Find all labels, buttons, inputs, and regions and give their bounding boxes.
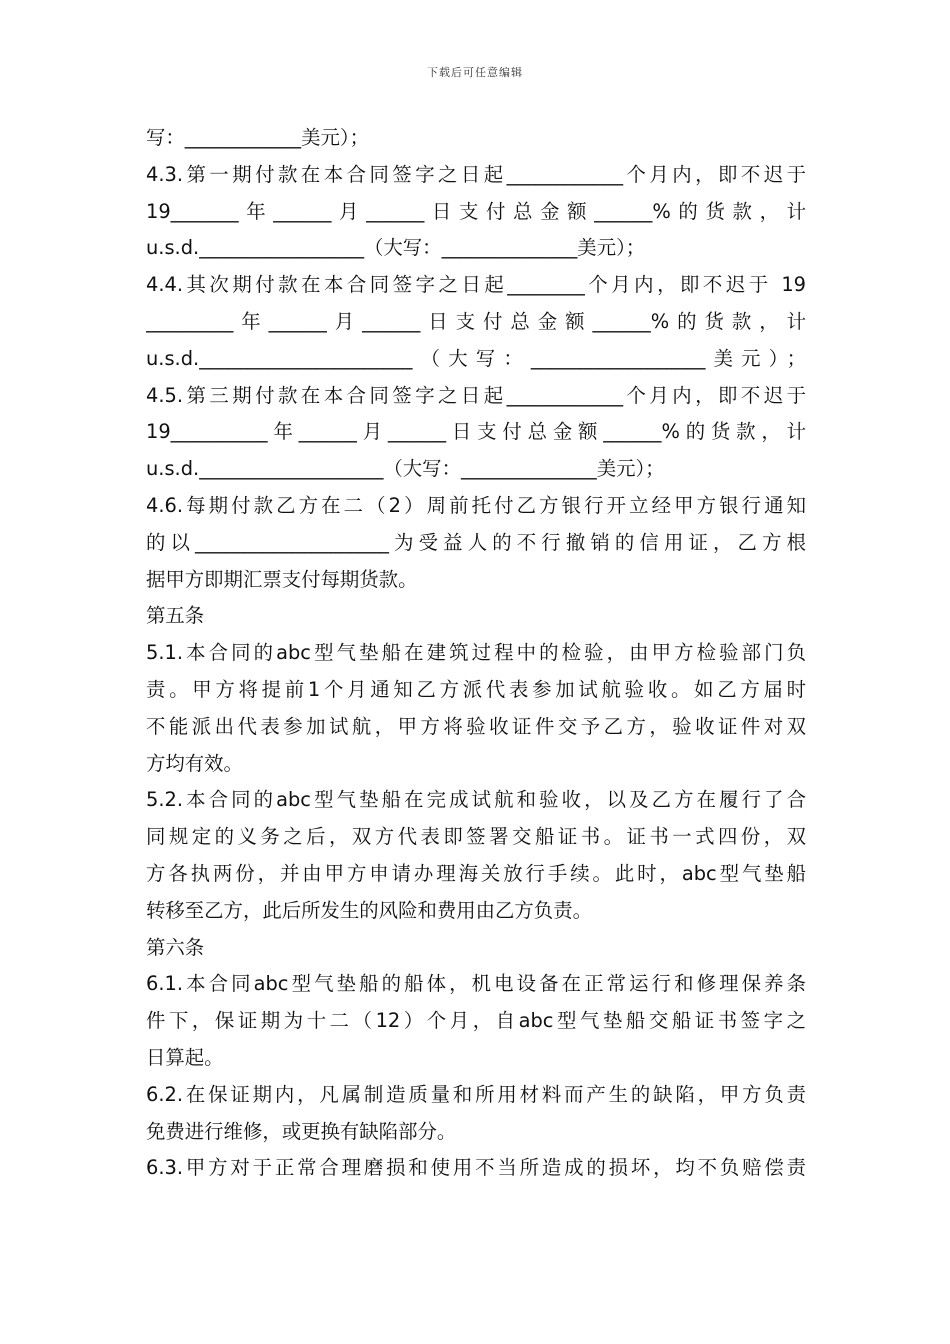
contract-body <box>146 120 806 1187</box>
text-line: 写：____________美元）； <box>146 126 369 149</box>
text-line: 6.3.甲方对于正常合理磨损和使用不当所造成的损坏，均不负赔偿责 <box>146 1156 806 1180</box>
text-line: 件下，保证期为十二（12）个月，自abc型气垫船交船证书签字之 <box>146 1009 806 1033</box>
text-line: 6.2.在保证期内，凡属制造质量和所用材料而产生的缺陷，甲方负责 <box>146 1082 806 1106</box>
text-line: 4.6.每期付款乙方在二（2）周前托付乙方银行开立经甲方银行通知 <box>146 493 806 517</box>
text-line: _________年______月______日支付总金额______%的货款，计 <box>146 309 806 333</box>
page-header: 下载后可任意编辑 <box>427 66 523 79</box>
text-line: 转移至乙方，此后所发生的风险和费用由乙方负责。 <box>146 898 592 922</box>
text-line: 19__________年______月______日支付总金额______%的货款，计 <box>146 420 806 444</box>
text-line: 第五条 <box>146 604 205 628</box>
text-line: 5.1.本合同的abc型气垫船在建筑过程中的检验，由甲方检验部门负 <box>146 641 806 665</box>
text-line: 第六条 <box>146 935 205 959</box>
text-line: u.s.d.___________________（大写：______________美元）； <box>146 457 665 481</box>
text-line: 同规定的义务之后，双方代表即签署交船证书。证书一式四份，双 <box>146 825 806 849</box>
text-line: 不能派出代表参加试航，甲方将验收证件交予乙方，验收证件对双 <box>146 714 806 738</box>
text-line: 6.1.本合同abc型气垫船的船体，机电设备在正常运行和修理保养条 <box>146 972 806 996</box>
text-line: 19_______年______月______日支付总金额______%的货款，计 <box>146 199 806 223</box>
text-line: u.s.d.______________________（大写：__________________美元）； <box>146 346 806 370</box>
text-line: 方均有效。 <box>146 751 243 775</box>
text-line: 4.3.第一期付款在本合同签字之日起____________个月内，即不迟于 <box>146 162 806 186</box>
text-line: 5.2.本合同的abc型气垫船在完成试航和验收，以及乙方在履行了合 <box>146 788 806 812</box>
text-line: 据甲方即期汇票支付每期货款。 <box>146 567 418 591</box>
text-line: 责。甲方将提前1个月通知乙方派代表参加试航验收。如乙方届时 <box>146 677 806 701</box>
text-line: 的以____________________为受益人的不行撤销的信用证，乙方根 <box>146 530 806 554</box>
text-line: u.s.d._________________（大写：______________美元）； <box>146 236 646 260</box>
text-line: 方各执两份，并由甲方申请办理海关放行手续。此时，abc型气垫船 <box>146 861 806 885</box>
text-line: 4.5.第三期付款在本合同签字之日起____________个月内，即不迟于 <box>146 383 806 407</box>
text-line: 4.4.其次期付款在本合同签字之日起________个月内，即不迟于 19 <box>146 273 806 297</box>
text-line: 免费进行维修，或更换有缺陷部分。 <box>146 1119 457 1143</box>
text-line: 日算起。 <box>146 1045 224 1069</box>
